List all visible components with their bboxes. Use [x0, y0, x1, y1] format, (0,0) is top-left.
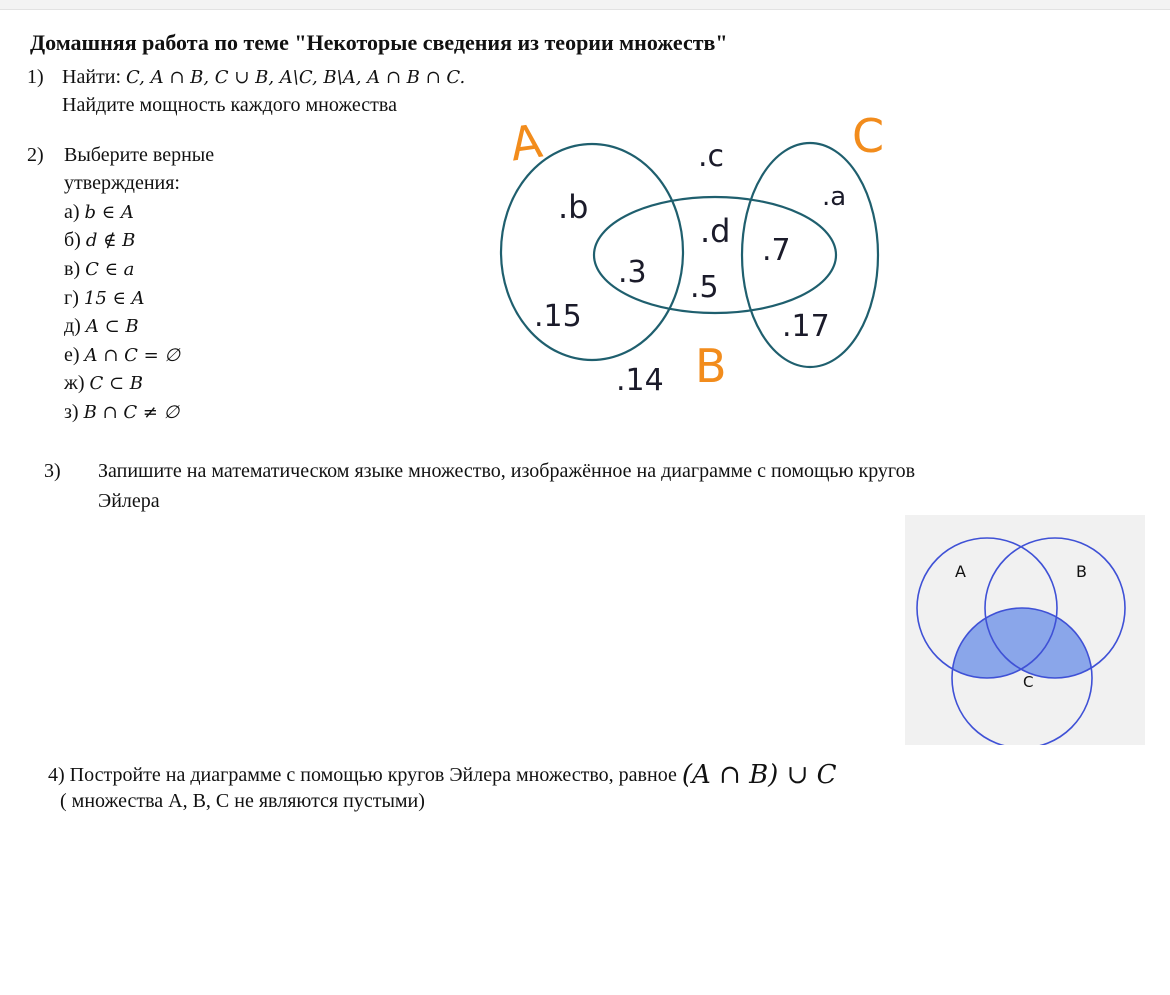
statement-item: в) C ∈ a — [64, 258, 135, 280]
task1-line2: Найдите мощность каждого множества — [62, 94, 397, 116]
task4-expression: (A ∩ B) ∪ C — [681, 760, 837, 790]
task3-line2: Эйлера — [98, 490, 160, 512]
element-15: .15 — [534, 299, 582, 334]
statement-item: а) b ∈ A — [64, 201, 134, 223]
task4-text: Постройте на диаграмме с помощью кругов Эйлера множество, равное — [64, 764, 682, 786]
task4-line1 — [48, 758, 837, 788]
statement-item: е) A ∩ C = ∅ — [64, 344, 181, 366]
task3-number: 3) — [44, 460, 61, 482]
statement-item: з) B ∩ C ≠ ∅ — [64, 401, 180, 423]
task1-number: 1) — [27, 66, 44, 88]
task3-line1: Запишите на математическом языке множество, изображённое на диаграмме с помощью кругов — [98, 460, 916, 482]
statement-item: д) A ⊂ B — [64, 315, 139, 337]
page-title: Домашняя работа по теме "Некоторые сведения из теории множеств" — [30, 30, 728, 55]
task1-lead: Найти: — [62, 66, 127, 88]
element-7: .7 — [762, 233, 791, 268]
task2-number: 2) — [27, 144, 44, 166]
label-c: C — [1023, 673, 1034, 691]
set-b-label: B — [695, 339, 727, 393]
task1-line1 — [62, 66, 465, 89]
euler-diagram — [905, 515, 1145, 745]
top-bar — [0, 0, 1170, 10]
statement-item: г) 15 ∈ A — [64, 287, 145, 309]
task4-number: 4) — [48, 764, 65, 786]
element-a: .a — [822, 182, 847, 212]
task4-note: ( множества А, В, С не являются пустыми) — [60, 790, 425, 812]
set-a-label: A — [506, 113, 546, 172]
task2-line2: утверждения: — [64, 172, 180, 194]
element-17: .17 — [782, 309, 830, 344]
label-b: B — [1076, 562, 1087, 581]
set-c-label: C — [852, 109, 885, 163]
label-a: A — [955, 562, 966, 581]
element-14: .14 — [616, 363, 664, 398]
set-a-circle — [501, 144, 683, 360]
statement-item: ж) C ⊂ B — [64, 372, 144, 394]
task1-expression: C, A ∩ B, C ∪ B, A\C, B\A, A ∩ B ∩ C. — [126, 67, 466, 88]
element-b: .b — [558, 188, 589, 226]
task2-line1: Выберите верные — [64, 144, 215, 166]
element-5: .5 — [690, 270, 719, 305]
venn-diagram-handdrawn — [490, 100, 900, 410]
element-3: .3 — [618, 255, 647, 290]
element-d: .d — [700, 212, 731, 250]
element-c: .c — [698, 139, 725, 174]
statement-item: б) d ∉ B — [64, 229, 136, 251]
